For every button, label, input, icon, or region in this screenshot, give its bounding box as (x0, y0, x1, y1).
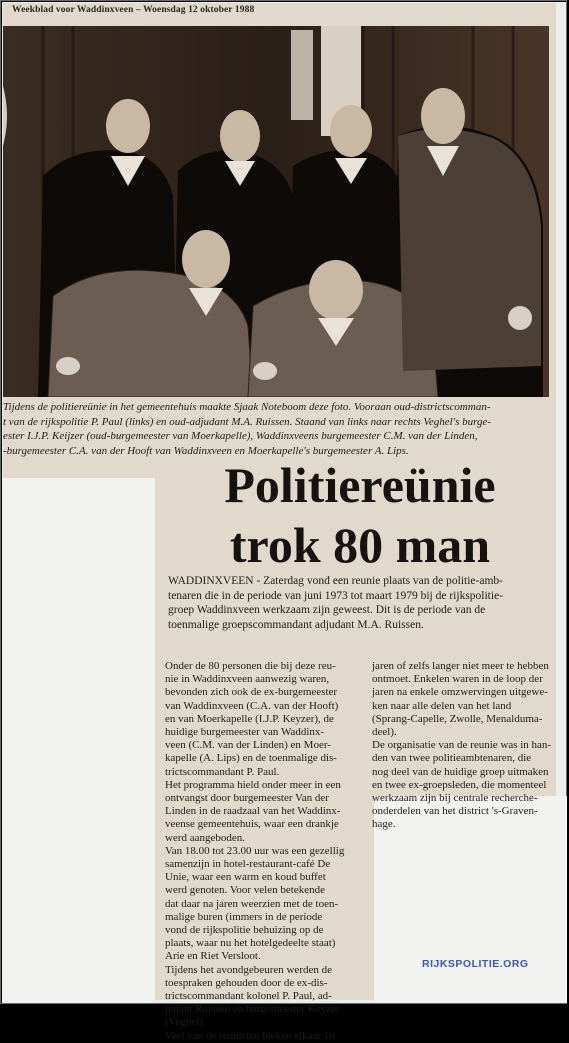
column-line: dat daar na jaren weerzien met de toen- (165, 897, 339, 910)
column-line: onderdelen van het district 's-Graven- (372, 805, 538, 818)
column-line: ontvangst door burgemeester Van der (165, 792, 329, 805)
column-line: Arie en Riet Versloot. (165, 950, 261, 963)
column-line: judant Ruissen en burgemeester Keyzer (165, 1003, 340, 1016)
caption-line: Tijdens de politiereünie in het gemeentehuis maakte Sjaak Noteboom deze foto. Vooraan oud-districtscomman- (3, 401, 491, 413)
column-line: samenzijn in hotel-restaurant-café De (165, 858, 331, 871)
photo-caption (3, 400, 551, 458)
column-line: vond de rijkspolitie behuizing op de (165, 924, 324, 937)
column-line: Linden in de raadzaal van het Waddinx- (165, 805, 341, 818)
article-lead (168, 574, 553, 632)
lead-line: WADDINXVEEN - Zaterdag vond een reunie plaats van de politie-amb- (168, 575, 503, 587)
column-line: deel). (372, 726, 397, 739)
article-column-1 (165, 660, 365, 1043)
column-line: werd aangeboden. (165, 831, 246, 844)
article-headline (160, 455, 560, 575)
column-line: werd genoten. Voor velen betekende (165, 884, 325, 897)
headline-line-2: trok 80 man (229, 517, 491, 573)
column-line: werkzaam zijn bij centrale recherche- (372, 792, 538, 805)
column-line: trictscommandant P. Paul. (165, 765, 280, 778)
newspaper-header: Weekblad voor Waddinxveen – Woensdag 12 oktober 1988 (12, 5, 255, 15)
column-line: toespraken gehouden door de ex-dis- (165, 976, 328, 989)
caption-line: -burgemeester C.A. van der Hooft van Waddinxveen en Moerkapelle's burgemeester A. Lips. (3, 444, 409, 457)
column-line: nog deel van de huidige groep uitmaken (372, 765, 549, 778)
column-line: Veel van de reunisten bleken elkaar 10 (165, 1029, 335, 1042)
article-column-2 (372, 660, 557, 832)
column-line: hage. (372, 818, 396, 831)
column-line: en twee ex-groepsleden, die momenteel (372, 778, 547, 791)
headline-line-1: Politiereünie (224, 457, 496, 513)
column-line: veense gemeentehuis, waar een drankje (165, 818, 339, 831)
column-line: huidige burgemeester van Waddinx- (165, 726, 325, 739)
lead-line: tenaren die in de periode van juni 1973 tot maart 1979 bij de rijkspolitie- (168, 589, 504, 602)
column-line: ontmoet. Enkelen waren in de loop der (372, 673, 543, 686)
column-line: Unie, waar een warm en koud buffet (165, 871, 326, 884)
column-line: Van 18.00 tot 23.00 uur was een gezellig (165, 844, 345, 857)
group-photo-icon (3, 26, 549, 397)
column-line: jaren of zelfs langer niet meer te hebben (372, 660, 549, 672)
column-line: bevonden zich ook de ex-burgemeester (165, 686, 338, 699)
column-line: malige buren (immers in de periode (165, 910, 323, 923)
column-line: veen (C.M. van der Linden) en Moer- (165, 739, 331, 752)
column-line: Het programma hield onder meer in een (165, 778, 341, 791)
site-watermark: RIJKSPOLITIE.ORG (422, 958, 529, 970)
column-line: van Waddinxveen (C.A. van der Hooft) (165, 699, 339, 712)
column-line: nie in Waddinxveen aanwezig waren, (165, 673, 330, 686)
column-line: plaats, waar nu het hotelgedeelte staat) (165, 937, 336, 950)
column-line: Tijdens het avondgebeuren werden de (165, 963, 332, 976)
blank-area-left (3, 478, 155, 1003)
column-line: ken naar alle delen van het land (372, 699, 512, 712)
column-line: den van twee politieambtenaren, die (372, 752, 532, 765)
column-line: (Veghel). (165, 1016, 206, 1029)
column-line: Onder de 80 personen die bij deze reu- (165, 660, 336, 672)
column-line: trictscommandant kolonel P. Paul, ad- (165, 990, 332, 1003)
lead-line: groep Waddinxveen werkzaam zijn geweest. Dit is de periode van de (168, 604, 486, 616)
caption-line: t van de rijkspolitie P. Paul (links) en oud-adjudant M.A. Ruissen. Staand van links naar rechts Veghel's burge- (3, 415, 492, 428)
lead-line: toenmalige groepscommandant adjudant M.A. Ruissen. (168, 618, 424, 631)
caption-line: ester I.J.P. Keijzer (oud-burgemeester van Moerkapelle), Waddinxveens burgemeester C.M. van der Linden, (3, 430, 478, 442)
column-line: jaren na enkele omzwervingen uitgewe- (372, 686, 548, 699)
column-line: De organisatie van de reunie was in han- (372, 739, 552, 752)
column-line: en van Moerkapelle (I.J.P. Keyzer), de (165, 712, 334, 725)
column-line: (Sprang-Capelle, Zwolle, Menalduma- (372, 712, 543, 725)
column-line: kapelle (A. Lips) en de toenmalige dis- (165, 752, 337, 765)
